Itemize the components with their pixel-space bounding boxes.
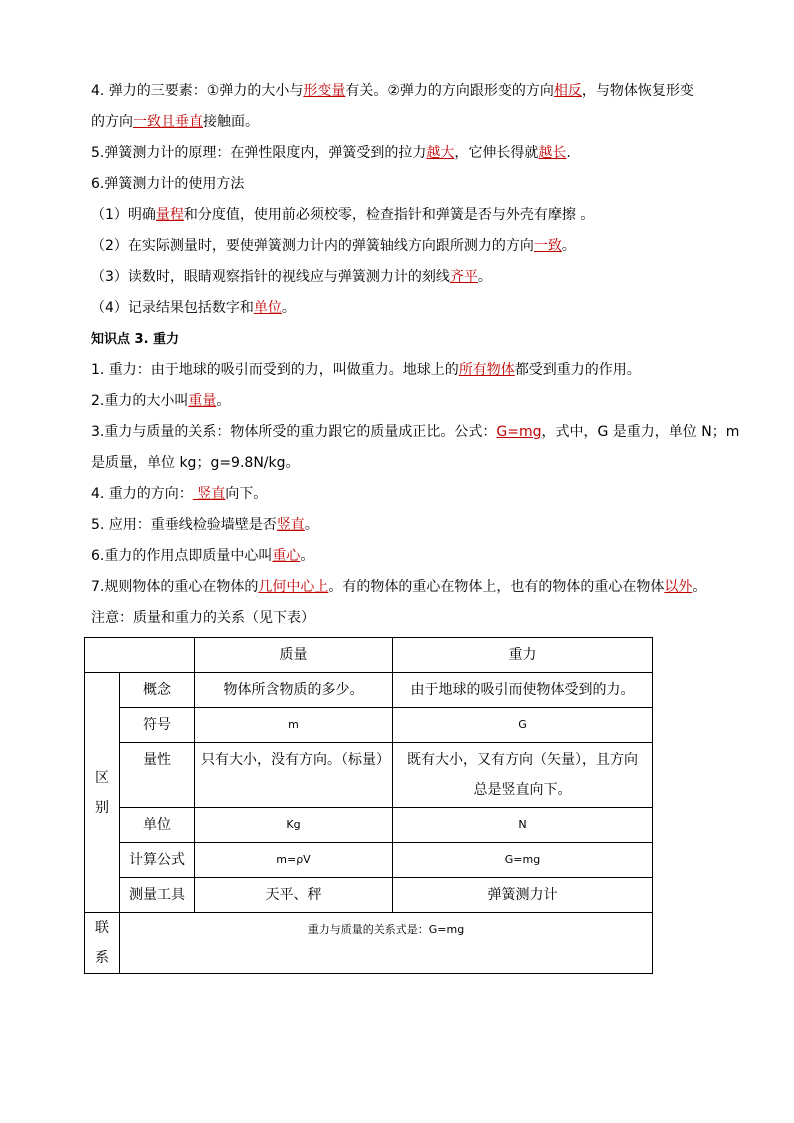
text-segment: 。有的物体的重心在物体上，也有的物体的重心在物体 xyxy=(328,579,665,595)
link-label-char: 联 xyxy=(95,920,109,936)
row-label: 符号 xyxy=(120,708,195,743)
text-segment: ，它伸长得就 xyxy=(454,145,539,161)
text-segment: 都受到重力的作用。 xyxy=(514,362,641,378)
highlighted-term: 几何中心上 xyxy=(258,579,329,595)
text-segment: 3.重力与质量的关系：物体所受的重力跟它的质量成正比。公式： xyxy=(91,424,497,440)
text-line xyxy=(91,479,731,510)
text-line xyxy=(91,76,731,107)
gravity-cell-line: 总是竖直向下。 xyxy=(473,782,572,798)
text-segment: 是质量，单位 kg；g=9.8N/kg。 xyxy=(91,455,300,471)
text-segment: 。 xyxy=(281,300,296,316)
mass-gravity-table xyxy=(84,637,653,974)
text-segment: 6.弹簧测力计的使用方法 xyxy=(91,176,245,192)
document-body xyxy=(91,76,740,634)
text-segment: 。 xyxy=(477,269,492,285)
text-line xyxy=(91,417,740,448)
row-label: 测量工具 xyxy=(120,878,195,913)
link-label-char: 系 xyxy=(95,950,109,966)
highlighted-term: 一致 xyxy=(533,238,562,254)
text-segment: （1）明确 xyxy=(91,207,156,223)
row-label: 量性 xyxy=(120,743,195,808)
text-segment: 接触面。 xyxy=(203,114,259,130)
text-segment: 。 xyxy=(216,393,231,409)
row-label: 概念 xyxy=(120,673,195,708)
text-segment: ，式中，G 是重力，单位 N；m xyxy=(541,424,740,440)
row-label: 计算公式 xyxy=(120,843,195,878)
text-segment: 2.重力的大小叫 xyxy=(91,393,189,409)
text-segment: 。 xyxy=(300,548,315,564)
gravity-cell: 弹簧测力计 xyxy=(393,878,653,913)
diff-label-char: 区 xyxy=(95,769,109,786)
gravity-cell: G=mg xyxy=(393,843,653,878)
table-header-row xyxy=(85,638,653,673)
highlighted-term: G=mg xyxy=(496,424,542,440)
text-segment: 4. 重力的方向： xyxy=(91,486,193,502)
text-line xyxy=(91,169,731,200)
gravity-section xyxy=(91,355,740,603)
header-gravity: 重力 xyxy=(393,638,653,673)
text-line xyxy=(91,355,731,386)
header-empty-cell xyxy=(85,638,195,673)
text-segment: 。 xyxy=(304,517,319,533)
elasticity-section xyxy=(91,76,731,324)
highlighted-term: 越长 xyxy=(538,145,567,161)
table-row xyxy=(85,878,653,913)
link-text-cell: 重力与质量的关系式是：G=mg xyxy=(120,913,653,974)
text-segment: 。 xyxy=(561,238,576,254)
text-segment: ，与物体恢复形变 xyxy=(581,83,694,99)
text-segment: 7.规则物体的重心在物体的 xyxy=(91,579,259,595)
table-row xyxy=(85,673,653,708)
gravity-cell: N xyxy=(393,808,653,843)
highlighted-term: 越大 xyxy=(426,145,455,161)
text-line xyxy=(91,541,731,572)
highlighted-term: 重量 xyxy=(188,393,217,409)
text-segment: （3）读数时，眼睛观察指针的视线应与弹簧测力计的刻线 xyxy=(91,269,450,285)
text-segment: . xyxy=(566,145,571,161)
text-line xyxy=(91,510,731,541)
highlighted-term: 形变量 xyxy=(303,83,346,99)
highlighted-term: 一致且垂直 xyxy=(133,114,203,130)
mass-cell: Kg xyxy=(195,808,393,843)
text-segment: 4. 弹力的三要素：①弹力的大小与 xyxy=(91,83,304,99)
table-row xyxy=(85,743,653,808)
table-row xyxy=(85,808,653,843)
diff-label-cell xyxy=(85,673,120,913)
text-segment: 有关。②弹力的方向跟形变的方向 xyxy=(345,83,554,99)
gravity-cell: G xyxy=(393,708,653,743)
table-row xyxy=(85,708,653,743)
text-segment: 和分度值，使用前必须校零，检查指针和弹簧是否与外壳有摩擦 。 xyxy=(183,207,595,223)
header-mass: 质量 xyxy=(195,638,393,673)
mass-cell: 只有大小，没有方向。（标量） xyxy=(195,743,393,808)
mass-cell: 天平、秤 xyxy=(195,878,393,913)
text-segment: 。 xyxy=(692,579,707,595)
highlighted-term: 齐平 xyxy=(449,269,478,285)
table-row xyxy=(85,843,653,878)
text-line xyxy=(91,231,731,262)
section-title: 知识点 3. 重力 xyxy=(91,332,180,347)
text-line xyxy=(91,386,731,417)
text-segment: 5. 应用：重垂线检验墙壁是否 xyxy=(91,517,277,533)
text-line xyxy=(91,293,731,324)
text-line xyxy=(91,572,731,603)
text-segment: 5.弹簧测力计的原理：在弹性限度内，弹簧受到的拉力 xyxy=(91,145,427,161)
highlighted-term: 相反 xyxy=(553,83,582,99)
mass-cell: m=ρV xyxy=(195,843,393,878)
text-segment: 6.重力的作用点即质量中心叫 xyxy=(91,548,273,564)
row-label: 单位 xyxy=(120,808,195,843)
highlighted-term: 所有物体 xyxy=(458,362,515,378)
highlighted-term: 单位 xyxy=(253,300,282,316)
table-link-row xyxy=(85,913,653,974)
mass-cell: m xyxy=(195,708,393,743)
diff-label-char: 别 xyxy=(95,799,109,816)
link-label-cell xyxy=(85,913,120,974)
text-line xyxy=(91,262,731,293)
text-segment: （4）记录结果包括数字和 xyxy=(91,300,254,316)
highlighted-term: 量程 xyxy=(155,207,184,223)
highlighted-term: 竖直 xyxy=(276,517,305,533)
highlighted-term: 重心 xyxy=(272,548,301,564)
table-note: 注意：质量和重力的关系（见下表） xyxy=(91,610,315,626)
highlighted-term: 竖直 xyxy=(192,486,226,502)
highlighted-term: 以外 xyxy=(664,579,693,595)
text-segment: （2）在实际测量时，要使弹簧测力计内的弹簧轴线方向跟所测力的方向 xyxy=(91,238,534,254)
text-line xyxy=(91,448,731,479)
text-line xyxy=(91,138,731,169)
text-segment: 1. 重力：由于地球的吸引而受到的力，叫做重力。地球上的 xyxy=(91,362,459,378)
text-segment: 向下。 xyxy=(225,486,268,502)
text-line xyxy=(91,200,731,231)
text-segment: 的方向 xyxy=(91,114,133,130)
gravity-cell xyxy=(393,743,653,808)
gravity-cell-line: 既有大小，又有方向（矢量），且方向 xyxy=(407,752,638,768)
gravity-cell: 由于地球的吸引而使物体受到的力。 xyxy=(393,673,653,708)
text-line xyxy=(91,107,731,138)
mass-cell: 物体所含物质的多少。 xyxy=(195,673,393,708)
